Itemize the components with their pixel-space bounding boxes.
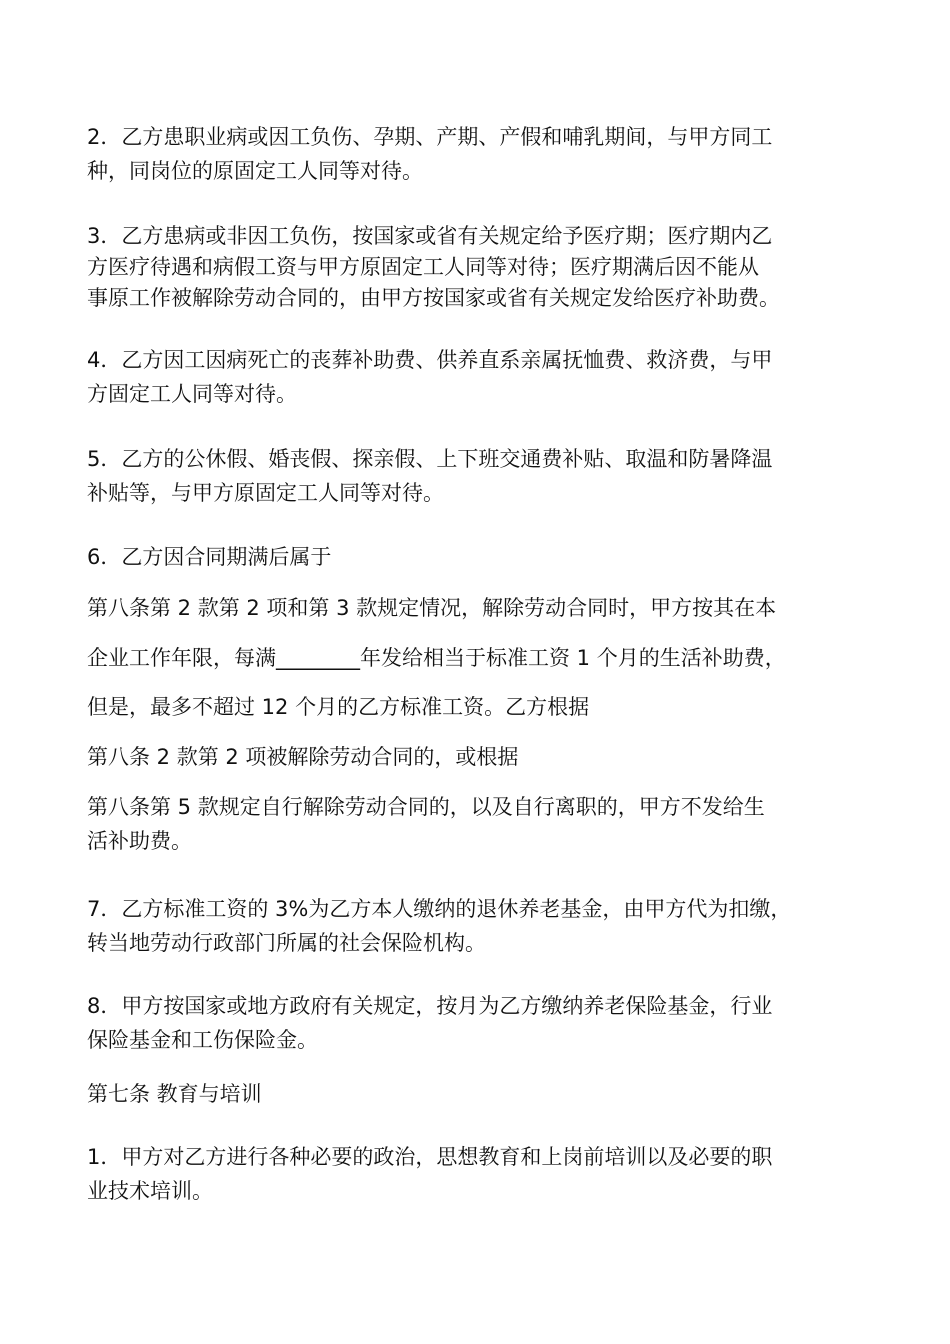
text-line: 企业工作年限，每满________年发给相当于标准工资 1 个月的生活补助费， [87,646,786,670]
paragraph-working-years-allowance [87,641,877,675]
paragraph-article-8-clause-2 [87,740,877,774]
paragraph-8-insurance [87,989,877,1057]
text-line: 补贴等，与甲方原固定工人同等对待。 [87,481,444,505]
text-line: 第八条第 2 款第 2 项和第 3 款规定情况，解除劳动合同时，甲方按其在本 [87,596,777,620]
text-line: 2．乙方患职业病或因工负伤、孕期、产期、产假和哺乳期间，与甲方同工 [87,125,773,149]
text-line: 1．甲方对乙方进行各种必要的政治，思想教育和上岗前培训以及必要的职 [87,1145,773,1169]
text-line: 事原工作被解除劳动合同的，由甲方按国家或省有关规定发给医疗补助费。 [87,286,780,310]
text-line: 业技术培训。 [87,1179,213,1203]
text-line: 转当地劳动行政部门所属的社会保险机构。 [87,931,486,955]
text-line: 5．乙方的公休假、婚丧假、探亲假、上下班交通费补贴、取温和防暑降温 [87,447,773,471]
text-line: 种，同岗位的原固定工人同等对待。 [87,159,423,183]
text-line: 第八条 2 款第 2 项被解除劳动合同的，或根据 [87,745,519,769]
text-line: 方医疗待遇和病假工资与甲方原固定工人同等对待；医疗期满后因不能从 [87,255,759,279]
text-line: 3．乙方患病或非因工负伤，按国家或省有关规定给予医疗期；医疗期内乙 [87,224,773,248]
text-line: 但是，最多不超过 12 个月的乙方标准工资。乙方根据 [87,695,590,719]
paragraph-6-contract-expiry [87,540,877,574]
paragraph-7-pension-fund [87,892,877,960]
text-line: 4．乙方因工因病死亡的丧葬补助费、供养直系亲属抚恤费、救济费，与甲 [87,348,773,372]
text-line: 活补助费。 [87,829,192,853]
paragraph-3-illness-medical-period [87,221,877,314]
section-heading-article-7 [87,1077,877,1111]
paragraph-5-leave-subsidies [87,442,877,510]
paragraph-2-occupational-disease [87,120,877,188]
section-title: 第七条 教育与培训 [87,1082,262,1106]
paragraph-4-death-benefits [87,343,877,411]
paragraph-article-8-clause-5 [87,790,877,858]
text-line: 7．乙方标准工资的 3%为乙方本人缴纳的退休养老基金，由甲方代为扣缴， [87,897,792,921]
paragraph-max-12-months [87,690,877,724]
text-line: 保险基金和工伤保险金。 [87,1028,318,1052]
text-line: 第八条第 5 款规定自行解除劳动合同的，以及自行离职的，甲方不发给生 [87,795,765,819]
text-line: 8．甲方按国家或地方政府有关规定，按月为乙方缴纳养老保险基金，行业 [87,994,773,1018]
paragraph-1-education-training [87,1140,877,1208]
text-line: 方固定工人同等对待。 [87,382,297,406]
text-line: 6．乙方因合同期满后属于 [87,545,332,569]
paragraph-article-8-clause-2-3 [87,591,877,625]
